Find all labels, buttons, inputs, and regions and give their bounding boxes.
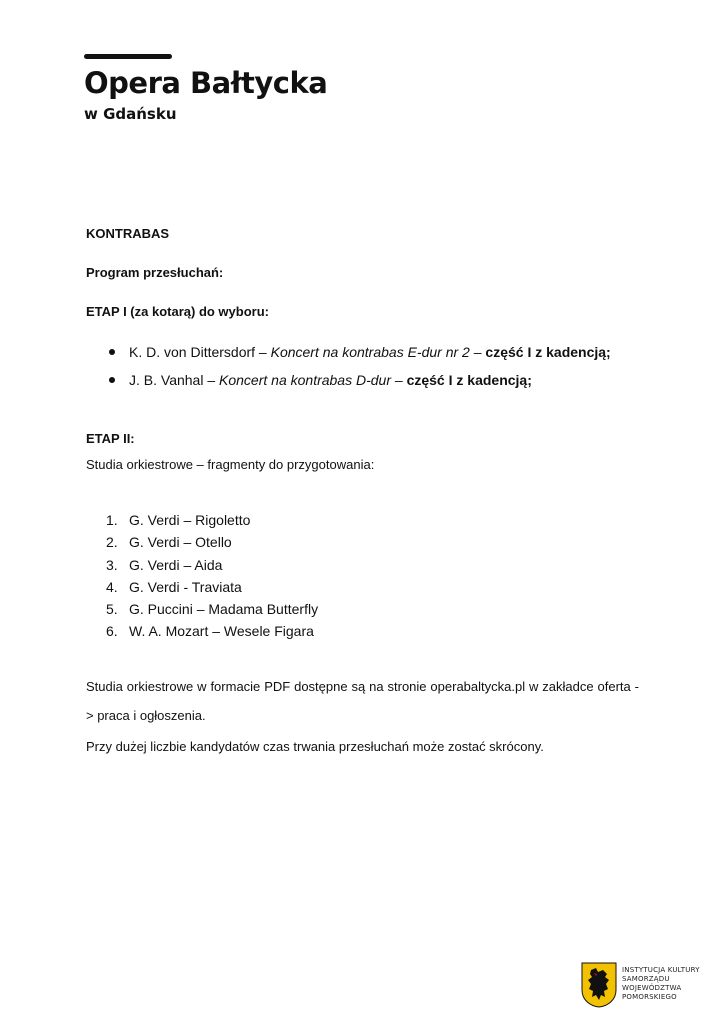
item-number: 4. (106, 578, 118, 595)
item-number: 5. (106, 601, 118, 618)
list-item (86, 531, 318, 553)
stage2-description: Studia orkiestrowe – fragmenty do przygotowania: (86, 457, 375, 472)
footer-line: INSTYTUCJA KULTURY (622, 966, 700, 974)
logo-name: Opera Bałtycka (84, 66, 328, 100)
item-work: Koncert na kontrabas E-dur nr 2 (270, 344, 470, 360)
footer-line: WOJEWÓDZTWA (622, 984, 682, 992)
duration-note: Przy dużej liczbie kandydatów czas trwania przesłuchań może zostać skrócony. (86, 739, 544, 754)
bullet-icon (109, 349, 115, 355)
stage1-heading: ETAP I (za kotarą) do wyboru: (86, 304, 269, 319)
item-composer: J. B. Vanhal – (129, 372, 220, 388)
stage2-heading: ETAP II: (86, 431, 135, 446)
item-work: Koncert na kontrabas D-dur (219, 372, 391, 388)
footer-institution (581, 962, 716, 1008)
item-separator: – (469, 344, 486, 360)
list-item (86, 576, 318, 598)
program-heading: Program przesłuchań: (86, 265, 224, 280)
item-text: G. Puccini – Madama Butterfly (129, 601, 319, 618)
item-text: W. A. Mozart – Wesele Figara (129, 623, 314, 640)
pdf-note: Studia orkiestrowe w formacie PDF dostępne są na stronie operabaltycka.pl w zakładce oferta -> praca i ogłoszenia. (86, 679, 639, 723)
item-separator: – (391, 372, 407, 388)
opera-logo (84, 54, 327, 124)
item-number: 3. (106, 556, 118, 573)
item-number: 6. (106, 623, 118, 640)
pomeranian-griffin-coat-of-arms-icon (581, 962, 617, 1008)
logo-city: w Gdańsku (84, 105, 177, 123)
footer-text (622, 966, 700, 1002)
list-item (86, 554, 318, 576)
item-composer: K. D. von Dittersdorf – (129, 344, 271, 360)
item-part: część I z kadencją; (485, 344, 611, 360)
list-item (86, 509, 318, 531)
logo-bar (84, 54, 172, 59)
item-text: G. Verdi – Otello (129, 534, 232, 551)
footer-line: SAMORZĄDU (622, 975, 670, 983)
item-text: G. Verdi – Rigoletto (129, 512, 251, 528)
item-number: 2. (106, 534, 118, 551)
footer-line: POMORSKIEGO (622, 993, 677, 1001)
list-item (86, 344, 639, 360)
item-text: G. Verdi - Traviata (129, 578, 242, 595)
bullet-icon (109, 377, 115, 383)
list-item (86, 372, 639, 388)
instrument-heading: KONTRABAS (86, 226, 170, 241)
list-item (86, 598, 318, 620)
list-item (86, 620, 318, 642)
stage1-list (86, 344, 639, 400)
item-number: 1. (106, 512, 118, 528)
item-text: G. Verdi – Aida (129, 556, 223, 573)
stage2-list (86, 509, 318, 643)
item-part: część I z kadencją; (406, 372, 532, 388)
